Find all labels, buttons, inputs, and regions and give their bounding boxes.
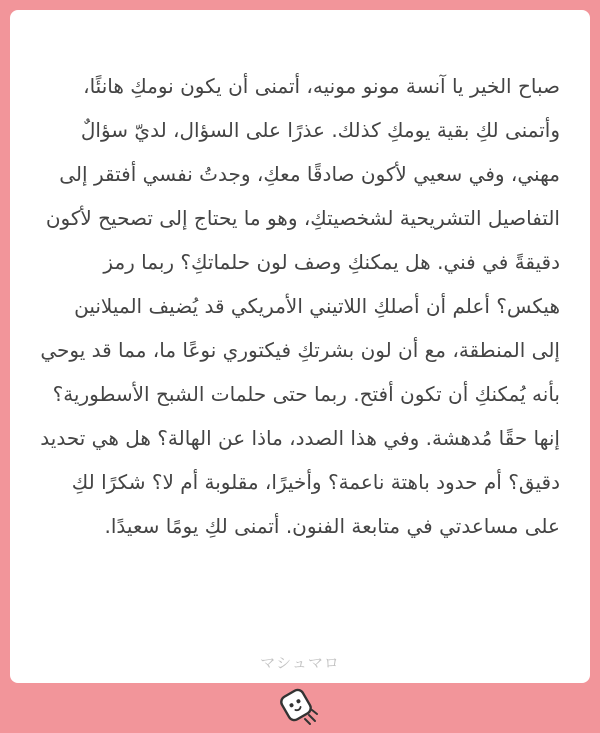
message-text: صباح الخير يا آنسة مونو مونيه، أتمنى أن يكون نومكِ هانئًا، وأتمنى لكِ بقية يومكِ كذلك. عذرًا على السؤال، لديّ سؤالٌ مهني، وفي سعيي لأكون صادقًا معكِ، وجدتُ نفسي أفتقر إلى التفاصيل التشريحية لشخصيتكِ، وهو ما يحتاج إلى تصحيح لأكون دقيقةً في فني. هل يمكنكِ وصف لون حلماتكِ؟ ربما رمز هيكس؟ أعلم أن أصلكِ اللاتيني الأمريكي قد يُضيف الميلانين إلى المنطقة، مع أن لون بشرتكِ فيكتوري نوعًا ما، مما قد يوحي بأنه يُمكنكِ أن تكون أفتح. ربما حتى حلمات الشبح الأسطورية؟ إنها حقًا مُدهشة. وفي هذا الصدد، ماذا عن الهالة؟ هل هي تحديد دقيق؟ أم حدود باهتة ناعمة؟ وأخيرًا، مقلوبة أم لا؟ شكرًا لكِ على مساعدتي في متابعة الفنون. أتمنى لكِ يومًا سعيدًا.: [40, 74, 560, 538]
message-card: [10, 10, 590, 683]
brand-name: マシュマロ: [260, 654, 340, 672]
marshmallow-logo-icon: [279, 685, 323, 729]
